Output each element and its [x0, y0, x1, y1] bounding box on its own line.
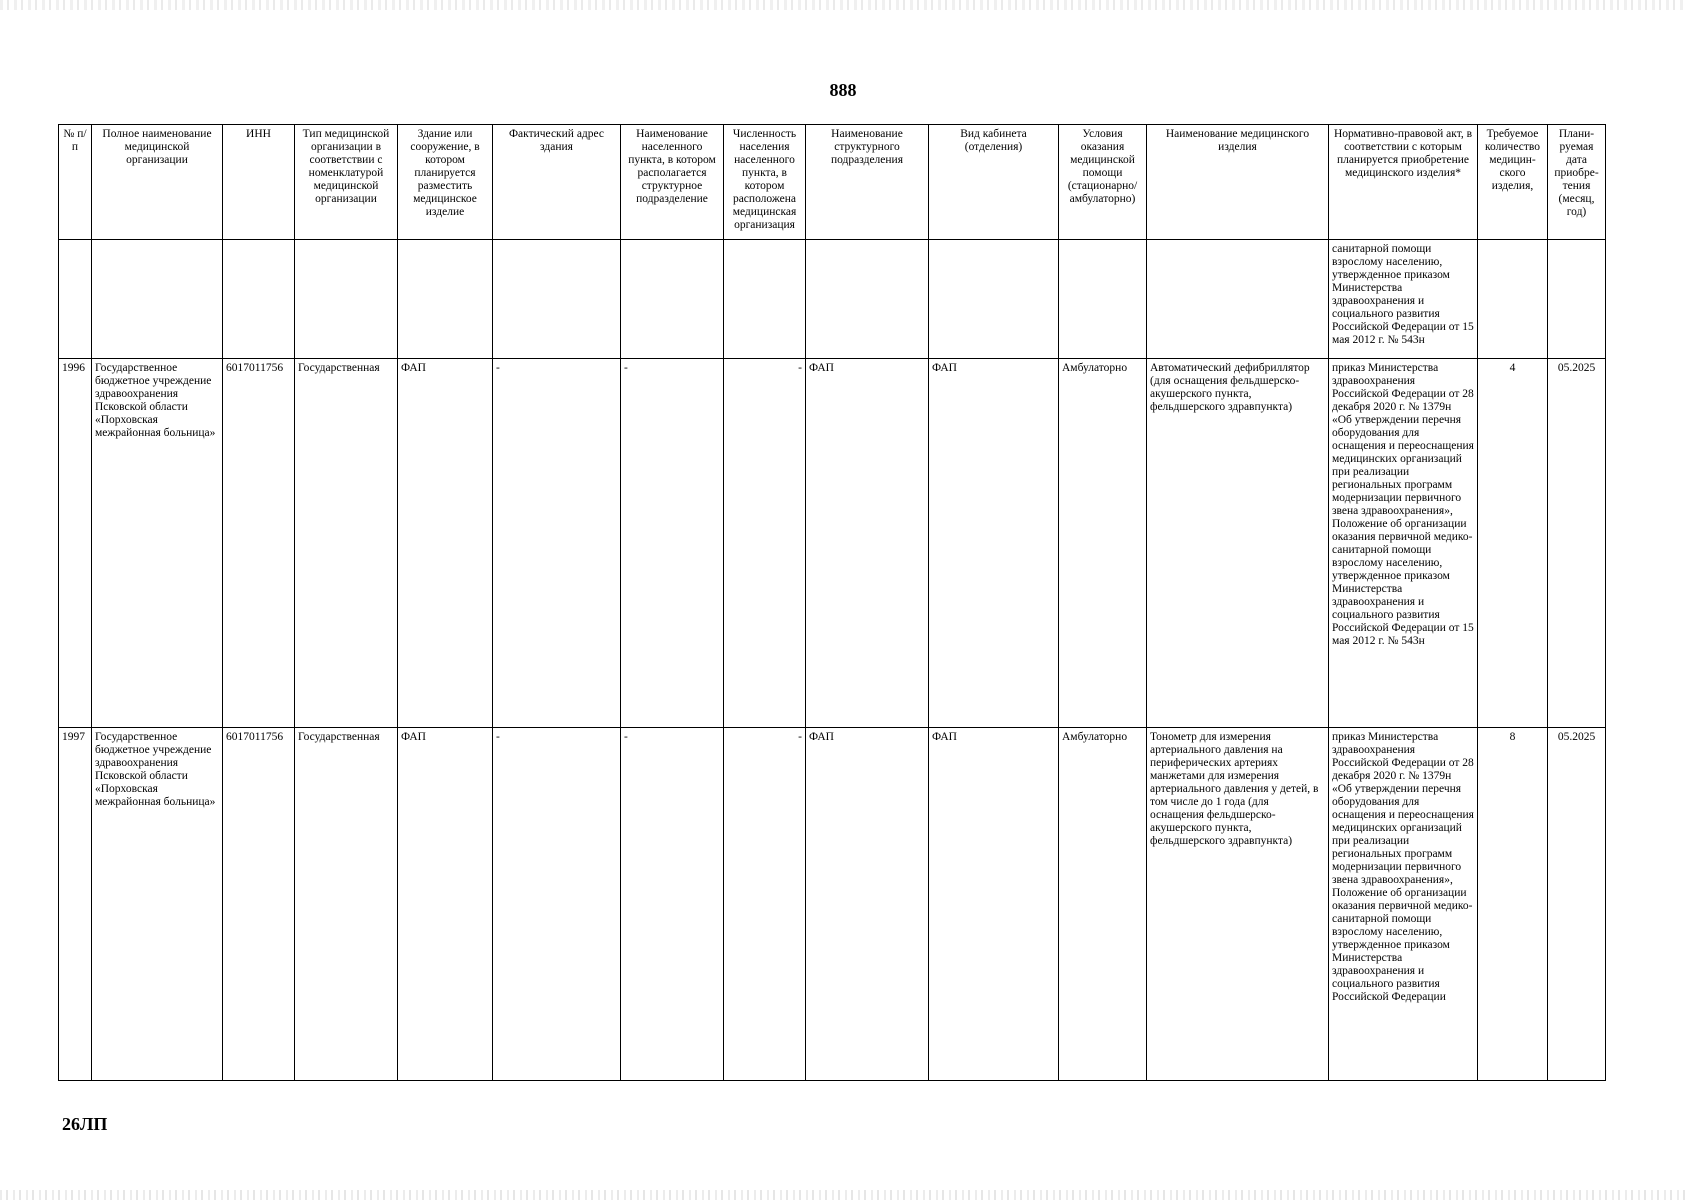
cell-locality: -	[621, 728, 724, 1081]
cell-address: -	[493, 359, 621, 728]
scan-edge-bottom	[0, 1190, 1686, 1200]
cell-conditions: Амбулаторно	[1059, 359, 1147, 728]
cell-population: -	[724, 728, 806, 1081]
table-row	[59, 359, 1606, 728]
header-row	[59, 125, 1606, 240]
header-building: Здание или сооружение, в котором планируется разместить медицинское изделие	[398, 125, 493, 240]
header-inn: ИНН	[223, 125, 295, 240]
cell-population: -	[724, 359, 806, 728]
cell-num: 1996	[59, 359, 92, 728]
cell-subdivision: ФАП	[806, 359, 929, 728]
header-type: Тип медицинской организации в соответствии с номенклатурой медицинской организации	[295, 125, 398, 240]
header-quantity: Требуемое количество медицин-ского изделия,	[1478, 125, 1548, 240]
cell-building: ФАП	[398, 359, 493, 728]
cell-inn: 6017011756	[223, 728, 295, 1081]
page-number: 888	[829, 80, 857, 100]
cell-type: Государственная	[295, 359, 398, 728]
cell-norm-act: приказ Министерства здравоохранения Российской Федерации от 28 декабря 2020 г. № 1379н «Об утверждении перечня оборудования для оснащения и переоснащения медицинских организаций при реализации региональных программ модернизации первичного звена здравоохранения», Положение об организации оказания первичной медико-санитарной помощи взрослому населению, утвержденное приказом Министерства здравоохранения и социального развития Российской Федерации	[1329, 728, 1478, 1081]
cell-norm-act: санитарной помощи взрослому населению, утвержденное приказом Министерства здравоохранения и социального развития Российской Федерации от 15 мая 2012 г. № 543н	[1329, 240, 1478, 359]
header-num: № п/п	[59, 125, 92, 240]
header-population: Численность населения населенного пункта, в котором расположена медицинская организация	[724, 125, 806, 240]
cell-conditions: Амбулаторно	[1059, 728, 1147, 1081]
header-norm-act: Нормативно-правовой акт, в соответствии с которым планируется приобретение медицинского изделия*	[1329, 125, 1478, 240]
header-conditions: Условия оказания медицинской помощи (стационарно/ амбулаторно)	[1059, 125, 1147, 240]
cell-address: -	[493, 728, 621, 1081]
header-org: Полное наименование медицинской организации	[92, 125, 223, 240]
cell-device: Автоматический дефибриллятор (для оснащения фельдшерско-акушерского пункта, фельдшерского здравпункта)	[1147, 359, 1329, 728]
cell-date: 05.2025	[1548, 359, 1606, 728]
table-row-continuation	[59, 240, 1606, 359]
cell-cabinet: ФАП	[929, 359, 1059, 728]
cell-locality: -	[621, 359, 724, 728]
scan-edge-top	[0, 0, 1686, 10]
header-device: Наименование медицинского изделия	[1147, 125, 1329, 240]
cell-inn: 6017011756	[223, 359, 295, 728]
cell-org: Государственное бюджетное учреждение здравоохранения Псковской области «Порховская межрайонная больница»	[92, 728, 223, 1081]
cell-org: Государственное бюджетное учреждение здравоохранения Псковской области «Порховская межрайонная больница»	[92, 359, 223, 728]
cell-quantity: 4	[1478, 359, 1548, 728]
cell-quantity: 8	[1478, 728, 1548, 1081]
header-locality: Наименование населенного пункта, в котором располагается структурное подразделение	[621, 125, 724, 240]
cell-device: Тонометр для измерения артериального давления на периферических артериях манжетами для измерения артериального давления у детей, в том числе до 1 года (для оснащения фельдшерско-акушерского пункта, фельдшерского здравпункта)	[1147, 728, 1329, 1081]
header-subdivision: Наименование структурного подразделения	[806, 125, 929, 240]
cell-date: 05.2025	[1548, 728, 1606, 1081]
cell-building: ФАП	[398, 728, 493, 1081]
table-row	[59, 728, 1606, 1081]
footer-code: 26ЛП	[62, 1114, 108, 1134]
equipment-table	[58, 124, 1606, 1081]
cell-norm-act: приказ Министерства здравоохранения Российской Федерации от 28 декабря 2020 г. № 1379н «Об утверждении перечня оборудования для оснащения и переоснащения медицинских организаций при реализации региональных программ модернизации первичного звена здравоохранения», Положение об организации оказания первичной медико-санитарной помощи взрослому населению, утвержденное приказом Министерства здравоохранения и социального развития Российской Федерации от 15 мая 2012 г. № 543н	[1329, 359, 1478, 728]
header-date: Плани-руемая дата приобре-тения (месяц, год)	[1548, 125, 1606, 240]
header-cabinet: Вид кабинета (отделения)	[929, 125, 1059, 240]
cell-type: Государственная	[295, 728, 398, 1081]
cell-subdivision: ФАП	[806, 728, 929, 1081]
header-address: Фактический адрес здания	[493, 125, 621, 240]
cell-num: 1997	[59, 728, 92, 1081]
cell-cabinet: ФАП	[929, 728, 1059, 1081]
